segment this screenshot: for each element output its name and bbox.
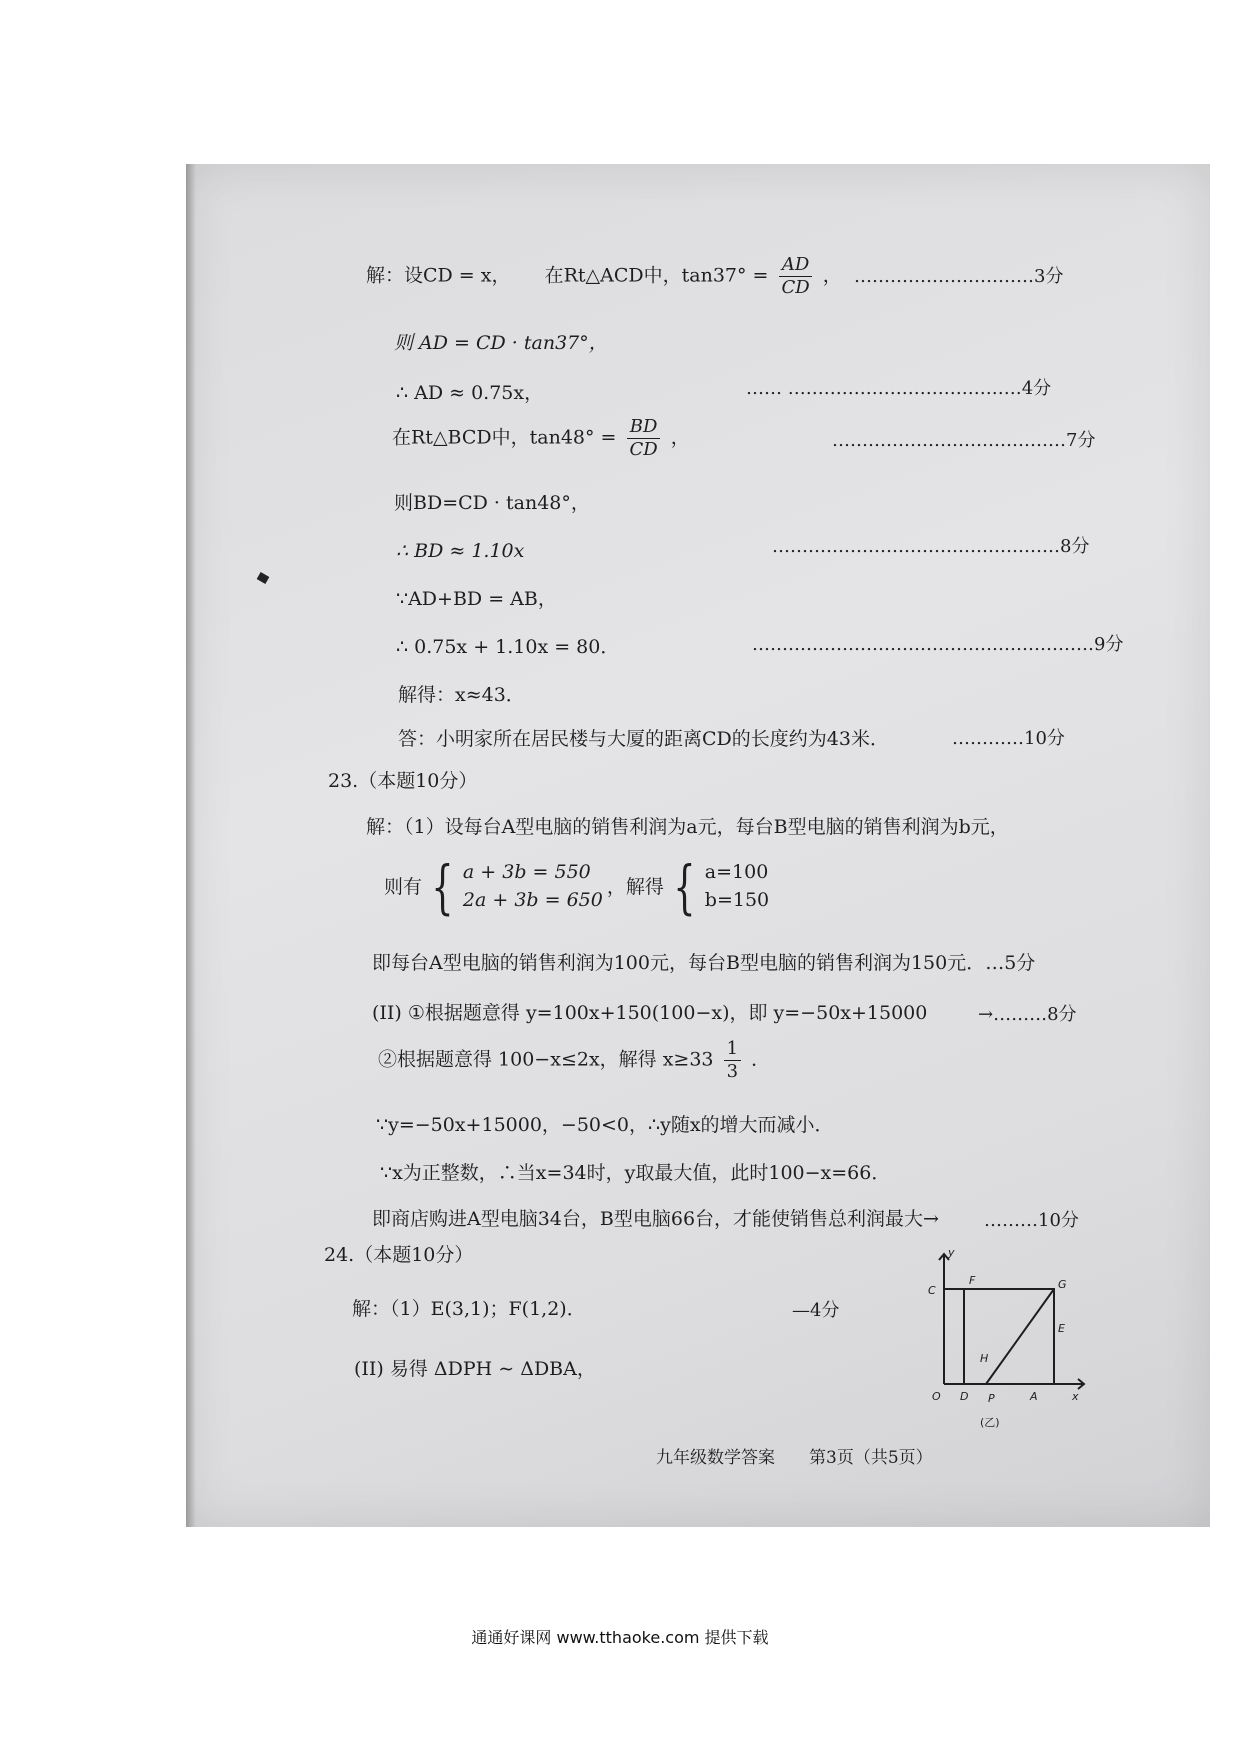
q23-part2-3: ∵y=−50x+15000，−50<0，∴y随x的增大而减小． [376, 1114, 834, 1136]
fraction-one-third [724, 1040, 741, 1081]
fraction-numerator: BD [627, 418, 661, 439]
score-10-q23: ………10分 [984, 1210, 1079, 1231]
q23-part2-4: ∵x为正整数，∴当x=34时，y取最大值，此时100−x=66． [380, 1162, 891, 1184]
q22-line-1-end: ， [822, 264, 842, 287]
equations [463, 859, 603, 914]
score-8: …………………………………………8分 [772, 536, 1090, 557]
q23-part2-2-end: ． [751, 1048, 771, 1071]
coordinate-figure [914, 1244, 1094, 1434]
line-gd [986, 1289, 1054, 1384]
score-4-q24: —4分 [792, 1300, 840, 1321]
label-o: O [932, 1390, 941, 1403]
label-d: D [960, 1390, 969, 1403]
q22-line-1 [366, 256, 842, 297]
figure-caption: (乙) [980, 1416, 1000, 1429]
q22-line-4-end: ， [670, 426, 690, 449]
q22-line-7: ∵AD+BD = AB， [396, 588, 557, 610]
q22-line-6: ∴ BD ≈ 1.10x [396, 540, 525, 562]
q23-system [384, 853, 770, 921]
label-p: P [988, 1392, 995, 1405]
label-y: y [948, 1246, 955, 1259]
equation-1: a + 3b = 550 [462, 861, 591, 884]
q23-part2-2 [378, 1040, 770, 1081]
q22-line-5: 则BD=CD · tan48°， [394, 492, 590, 514]
score-7: …………………………………7分 [832, 430, 1096, 451]
q22-line-8: ∴ 0.75x + 1.10x = 80． [396, 636, 620, 658]
label-x: x [1072, 1390, 1079, 1403]
q23-part1-answer: 即每台A型电脑的销售利润为100元，每台B型电脑的销售利润为150元．…5分 [372, 952, 1036, 974]
left-brace-icon: { [431, 853, 454, 921]
fraction-denominator: 3 [726, 1061, 739, 1082]
equation-system [384, 853, 770, 921]
fraction-denominator: CD [629, 439, 658, 460]
q23-system-prefix: 则有 [384, 875, 423, 898]
rectangle-dfga [964, 1289, 1054, 1384]
solution-b: b=150 [704, 889, 770, 911]
page-footer: 九年级数学答案 第3页（共5页） [656, 1448, 933, 1468]
q24-header: 24.（本题10分） [324, 1244, 474, 1266]
q22-line-10: 答：小明家所在居民楼与大厦的距离CD的长度约为43米． [398, 728, 889, 750]
q22-line-1-a: 解：设CD = x， [366, 264, 511, 287]
fraction-bd-cd [627, 418, 661, 459]
q24-part2: (II) 易得 ΔDPH ∼ ΔDBA， [354, 1358, 596, 1380]
q22-line-4-a: 在Rt△BCD中，tan48° = [392, 426, 617, 449]
q22-line-2: 则 AD = CD · tan37°， [394, 332, 608, 354]
score-3: …………………………3分 [854, 266, 1064, 287]
q24-part1: 解：（1）E(3,1)；F(1,2)． [352, 1298, 586, 1320]
fraction-numerator: AD [779, 256, 812, 277]
page-shadow-edge [186, 164, 196, 1527]
score-8-q23: →………8分 [978, 1004, 1077, 1025]
fraction-numerator: 1 [724, 1040, 741, 1061]
site-footer: 通通好课网 www.tthaoke.com 提供下载 [471, 1628, 769, 1647]
label-e: E [1058, 1322, 1065, 1335]
scanned-page [186, 164, 1210, 1527]
label-g: G [1058, 1278, 1067, 1291]
q23-part2-1: (II) ①根据题意得 y=100x+150(100−x)，即 y=−50x+15000 [372, 1002, 928, 1024]
q22-line-1-b: 在Rt△ACD中，tan37° = [544, 264, 769, 287]
label-c: C [928, 1284, 936, 1297]
left-brace-icon: { [673, 853, 696, 921]
label-a: A [1030, 1390, 1038, 1403]
q22-line-9: 解得：x≈43． [398, 684, 525, 706]
q23-system-mid: ，解得 [606, 875, 664, 898]
q23-part1: 解：（1）设每台A型电脑的销售利润为a元，每台B型电脑的销售利润为b元， [366, 816, 1009, 838]
label-f: F [969, 1274, 976, 1287]
score-9: …………………………………………………9分 [752, 634, 1124, 655]
equation-2: 2a + 3b = 650 [462, 889, 603, 911]
q22-line-3: ∴ AD ≈ 0.75x， [396, 382, 544, 404]
solutions [705, 859, 769, 914]
solution-a: a=100 [704, 861, 769, 884]
q23-conclusion: 即商店购进A型电脑34台，B型电脑66台，才能使销售总利润最大→ [372, 1208, 939, 1230]
fraction-denominator: CD [781, 277, 810, 298]
label-h: H [980, 1352, 989, 1365]
score-10-q22: …………10分 [952, 728, 1065, 749]
fraction-ad-cd [779, 256, 813, 297]
q22-line-4 [392, 418, 690, 459]
q23-part2-2-a: ②根据题意得 100−x≤2x，解得 x≥33 [378, 1048, 714, 1071]
score-4: …… …………………………………4分 [746, 378, 1052, 399]
q23-header: 23.（本题10分） [328, 770, 478, 792]
